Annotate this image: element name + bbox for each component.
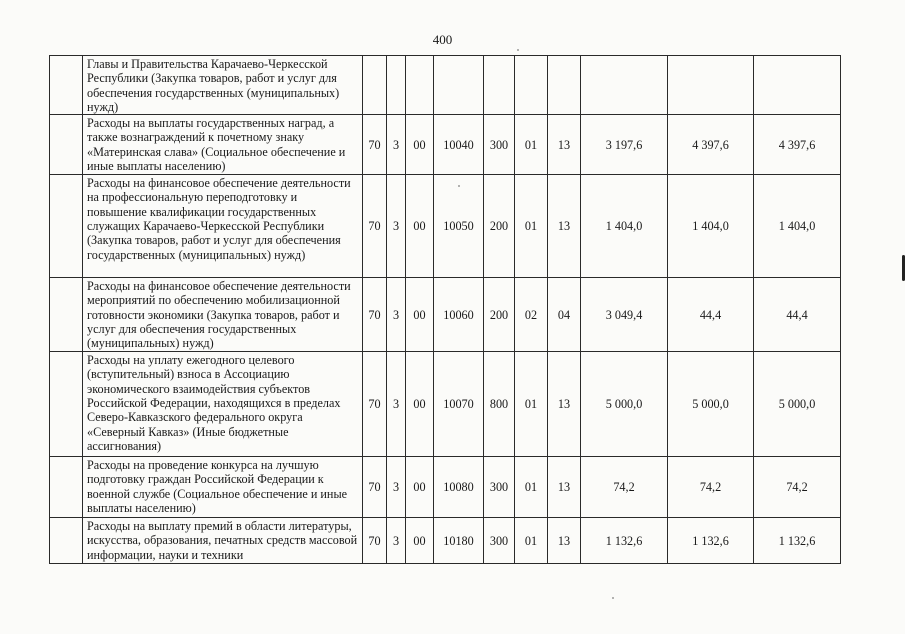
code-main-event: 00	[406, 115, 434, 175]
code-main-event: 00	[406, 457, 434, 518]
table-row	[50, 352, 841, 457]
code-section: 01	[515, 175, 548, 278]
code-subsection: 13	[548, 518, 581, 564]
code-main-event	[406, 56, 434, 115]
code-program: 70	[363, 457, 387, 518]
code-program: 70	[363, 518, 387, 564]
code-program: 70	[363, 352, 387, 457]
row-description: Расходы на финансовое обеспечение деятельности на профессиональную переподготовку и повышение квалификации государственных служащих Карачаево-Черкесской Республики (Закупка товаров, работ и услуг для обеспечения государственных (муниципальных) нужд)	[83, 175, 363, 278]
code-main-event: 00	[406, 278, 434, 352]
code-expense-type: 200	[484, 175, 515, 278]
amount-year-3: 1 404,0	[754, 175, 841, 278]
amount-year-3: 5 000,0	[754, 352, 841, 457]
amount-year-2: 1 404,0	[668, 175, 754, 278]
code-subsection: 13	[548, 352, 581, 457]
amount-year-2: 44,4	[668, 278, 754, 352]
row-marker-cell	[50, 175, 83, 278]
code-subsection: 04	[548, 278, 581, 352]
code-subsection: 13	[548, 115, 581, 175]
code-subsection	[548, 56, 581, 115]
code-subprogram: 3	[387, 115, 406, 175]
code-subsection: 13	[548, 175, 581, 278]
row-description: Главы и Правительства Карачаево-Черкесской Республики (Закупка товаров, работ и услуг для обеспечения государственных (муниципальных) нужд)	[83, 56, 363, 115]
code-direction	[434, 56, 484, 115]
code-section: 01	[515, 352, 548, 457]
code-direction: 10070	[434, 352, 484, 457]
amount-year-2: 5 000,0	[668, 352, 754, 457]
amount-year-2: 74,2	[668, 457, 754, 518]
amount-year-1: 3 049,4	[581, 278, 668, 352]
row-description: Расходы на финансовое обеспечение деятельности мероприятий по обеспечению мобилизационной готовности экономики (Закупка товаров, работ и услуг для обеспечения государственных (муниципальных) нужд)	[83, 278, 363, 352]
row-description: Расходы на уплату ежегодного целевого (вступительный) взноса в Ассоциацию экономического взаимодействия субъектов Российской Федерации, находящихся в пределах Северо-Кавказского федерального округа «Северный Кавказ» (Иные бюджетные ассигнования)	[83, 352, 363, 457]
code-expense-type	[484, 56, 515, 115]
table-row	[50, 518, 841, 564]
table-row	[50, 457, 841, 518]
code-subprogram: 3	[387, 278, 406, 352]
row-description: Расходы на выплаты государственных наград, а также вознаграждений к почетному знаку «Материнская слава» (Социальное обеспечение и иные выплаты населению)	[83, 115, 363, 175]
table-row	[50, 278, 841, 352]
code-expense-type: 300	[484, 457, 515, 518]
page-number: 400	[432, 32, 453, 47]
code-subprogram: 3	[387, 352, 406, 457]
code-subsection: 13	[548, 457, 581, 518]
code-section: 01	[515, 115, 548, 175]
amount-year-3: 44,4	[754, 278, 841, 352]
row-marker-cell	[50, 278, 83, 352]
code-program: 70	[363, 175, 387, 278]
code-subprogram: 3	[387, 457, 406, 518]
amount-year-1: 3 197,6	[581, 115, 668, 175]
amount-year-3: 74,2	[754, 457, 841, 518]
code-direction: 10050	[434, 175, 484, 278]
table-row	[50, 115, 841, 175]
scan-speck	[517, 49, 519, 51]
budget-table	[49, 55, 841, 564]
code-subprogram: 3	[387, 175, 406, 278]
code-expense-type: 300	[484, 115, 515, 175]
code-main-event: 00	[406, 518, 434, 564]
code-main-event: 00	[406, 175, 434, 278]
code-section: 01	[515, 457, 548, 518]
code-section	[515, 56, 548, 115]
row-description: Расходы на проведение конкурса на лучшую подготовку граждан Российской Федерации к военной службе (Социальное обеспечение и иные выплаты населению)	[83, 457, 363, 518]
code-direction: 10080	[434, 457, 484, 518]
row-marker-cell	[50, 457, 83, 518]
code-program: 70	[363, 115, 387, 175]
scan-speck	[458, 185, 460, 187]
code-subprogram	[387, 56, 406, 115]
row-marker-cell	[50, 518, 83, 564]
amount-year-2: 4 397,6	[668, 115, 754, 175]
amount-year-3: 4 397,6	[754, 115, 841, 175]
amount-year-3: 1 132,6	[754, 518, 841, 564]
amount-year-1: 74,2	[581, 457, 668, 518]
row-description: Расходы на выплату премий в области литературы, искусства, образования, печатных средств массовой информации, науки и техники	[83, 518, 363, 564]
amount-year-2	[668, 56, 754, 115]
amount-year-1: 1 404,0	[581, 175, 668, 278]
code-direction: 10040	[434, 115, 484, 175]
code-expense-type: 200	[484, 278, 515, 352]
code-expense-type: 300	[484, 518, 515, 564]
code-expense-type: 800	[484, 352, 515, 457]
code-subprogram: 3	[387, 518, 406, 564]
row-marker-cell	[50, 352, 83, 457]
amount-year-2: 1 132,6	[668, 518, 754, 564]
amount-year-1: 1 132,6	[581, 518, 668, 564]
code-section: 02	[515, 278, 548, 352]
amount-year-1	[581, 56, 668, 115]
code-direction: 10060	[434, 278, 484, 352]
row-marker-cell	[50, 56, 83, 115]
table-row	[50, 175, 841, 278]
code-direction: 10180	[434, 518, 484, 564]
code-program	[363, 56, 387, 115]
amount-year-3	[754, 56, 841, 115]
code-section: 01	[515, 518, 548, 564]
table-row	[50, 56, 841, 115]
code-main-event: 00	[406, 352, 434, 457]
row-marker-cell	[50, 115, 83, 175]
code-program: 70	[363, 278, 387, 352]
scan-speck	[612, 597, 614, 599]
amount-year-1: 5 000,0	[581, 352, 668, 457]
